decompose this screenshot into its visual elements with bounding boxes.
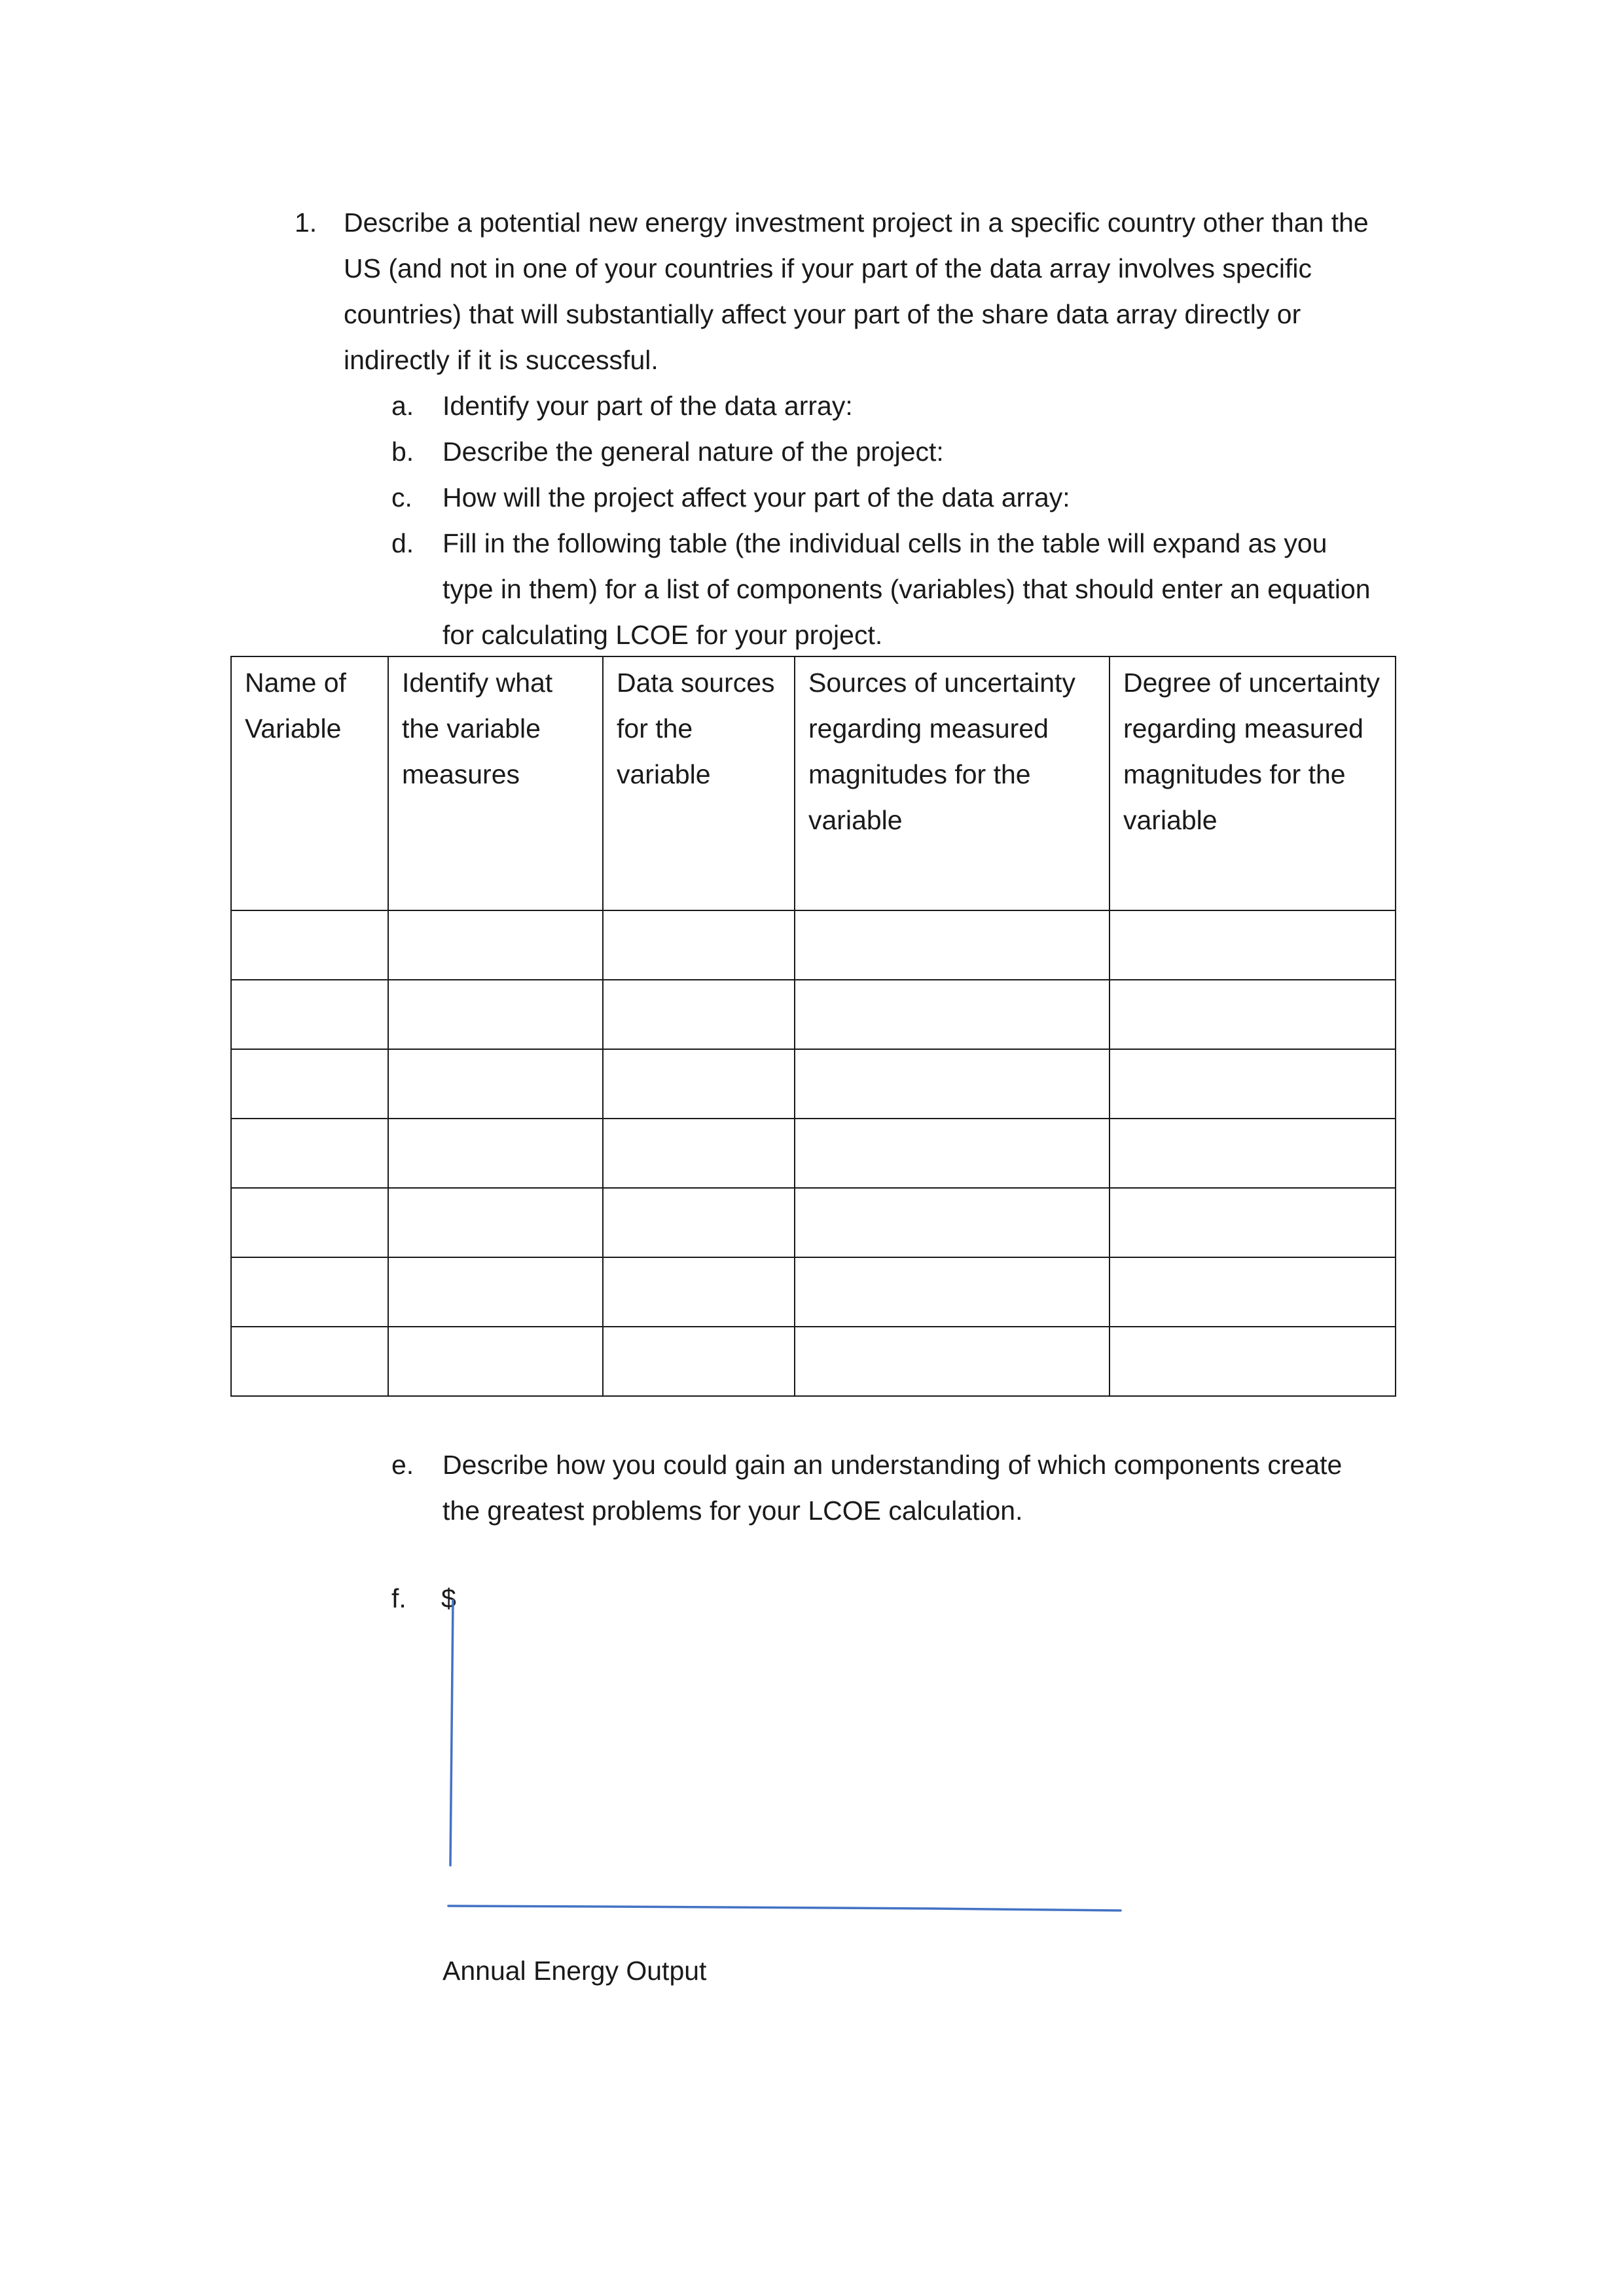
subitem-text: Identify your part of the data array: bbox=[442, 391, 853, 421]
table-cell[interactable] bbox=[388, 910, 603, 980]
subitem-text: Describe how you could gain an understanding of which components create the greatest problems for your LCOE calculation. bbox=[442, 1450, 1343, 1526]
subitem-f-letter: f. bbox=[391, 1583, 406, 1613]
header-sources-of-uncertainty: Sources of uncertainty regarding measured magnitudes for the variable bbox=[795, 656, 1110, 910]
table-row bbox=[231, 1327, 1396, 1396]
table-cell[interactable] bbox=[1110, 1119, 1396, 1188]
table-cell[interactable] bbox=[388, 1327, 603, 1396]
header-identify-what-measures: Identify what the variable measures bbox=[388, 656, 603, 910]
subitem-text: Describe the general nature of the project: bbox=[442, 437, 944, 467]
table-cell[interactable] bbox=[231, 910, 388, 980]
question-text: Describe a potential new energy investment project in a specific country other than the US (and not in one of your countries if your part of the data array involves specific countries) that will substantially affect your part of the share data array directly or indirectly if it is successful. bbox=[344, 207, 1369, 375]
table-cell[interactable] bbox=[231, 1049, 388, 1119]
table-row bbox=[231, 980, 1396, 1049]
table-cell[interactable] bbox=[603, 1049, 795, 1119]
lcoe-components-table bbox=[230, 656, 1396, 1397]
subitem-letter: c. bbox=[391, 482, 412, 512]
subitem-text: How will the project affect your part of the data array: bbox=[442, 482, 1070, 512]
table-row bbox=[231, 1188, 1396, 1257]
table-cell[interactable] bbox=[1110, 1327, 1396, 1396]
table-cell[interactable] bbox=[388, 1257, 603, 1327]
table-cell[interactable] bbox=[231, 1327, 388, 1396]
table-cell[interactable] bbox=[603, 980, 795, 1049]
subitem-letter: b. bbox=[391, 437, 414, 467]
table-cell[interactable] bbox=[795, 1327, 1110, 1396]
question-number: 1. bbox=[295, 207, 317, 238]
table-cell[interactable] bbox=[388, 1119, 603, 1188]
chart-y-axis-label: $ bbox=[441, 1583, 456, 1613]
table-cell[interactable] bbox=[1110, 910, 1396, 980]
header-degree-of-uncertainty: Degree of uncertainty regarding measured magnitudes for the variable bbox=[1110, 656, 1396, 910]
y-axis-line bbox=[450, 1600, 453, 1865]
table-cell[interactable] bbox=[388, 980, 603, 1049]
table-header-row bbox=[231, 656, 1396, 910]
table-cell[interactable] bbox=[388, 1188, 603, 1257]
subitem-letter: e. bbox=[391, 1450, 414, 1480]
table-cell[interactable] bbox=[1110, 980, 1396, 1049]
table-cell[interactable] bbox=[388, 1049, 603, 1119]
table-row bbox=[231, 1049, 1396, 1119]
header-name-of-variable: Name of Variable bbox=[231, 656, 388, 910]
table-cell[interactable] bbox=[603, 910, 795, 980]
subitem-text: Fill in the following table (the individual cells in the table will expand as you type in them) for a list of components (variables) that should enter an equation for calculating LCOE for your project. bbox=[442, 528, 1371, 650]
table-row bbox=[231, 1257, 1396, 1327]
table-cell[interactable] bbox=[795, 1049, 1110, 1119]
header-data-sources: Data sources for the variable bbox=[603, 656, 795, 910]
subitem-letter: d. bbox=[391, 528, 414, 558]
table-cell[interactable] bbox=[231, 980, 388, 1049]
table-cell[interactable] bbox=[603, 1188, 795, 1257]
table-cell[interactable] bbox=[603, 1119, 795, 1188]
table-cell[interactable] bbox=[795, 910, 1110, 980]
table-body bbox=[231, 910, 1396, 1396]
table-cell[interactable] bbox=[1110, 1188, 1396, 1257]
table-cell[interactable] bbox=[1110, 1257, 1396, 1327]
table-cell[interactable] bbox=[603, 1257, 795, 1327]
table-cell[interactable] bbox=[231, 1188, 388, 1257]
chart-x-axis-label: Annual Energy Output bbox=[442, 1956, 707, 1986]
table-cell[interactable] bbox=[231, 1119, 388, 1188]
subitem-letter: a. bbox=[391, 391, 414, 421]
table-cell[interactable] bbox=[1110, 1049, 1396, 1119]
x-axis-line bbox=[448, 1906, 1121, 1910]
table-cell[interactable] bbox=[795, 1257, 1110, 1327]
table-cell[interactable] bbox=[603, 1327, 795, 1396]
table-cell[interactable] bbox=[231, 1257, 388, 1327]
table-cell[interactable] bbox=[795, 980, 1110, 1049]
table-row bbox=[231, 1119, 1396, 1188]
table-cell[interactable] bbox=[795, 1188, 1110, 1257]
table-row bbox=[231, 910, 1396, 980]
table-cell[interactable] bbox=[795, 1119, 1110, 1188]
